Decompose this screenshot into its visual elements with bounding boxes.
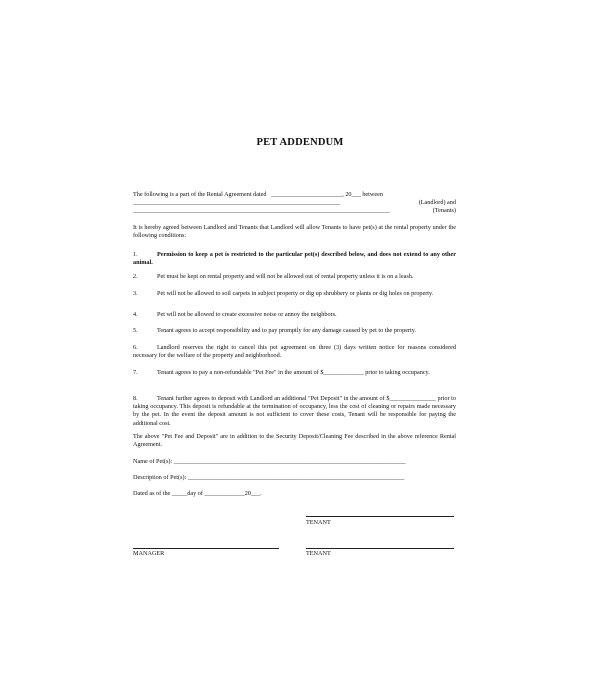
intro-line-3 [133, 207, 456, 215]
intro-text-1: The following is a part of the Rental Agreement dated [133, 191, 267, 198]
clause-1 [133, 251, 456, 267]
tenant-signature-line-1[interactable] [306, 516, 454, 517]
clause-number: 5. [133, 327, 138, 334]
landlord-label: (Landlord) and [418, 199, 456, 206]
intro-year: , 20___ between [342, 191, 383, 198]
clause-text: Pet will not be allowed to soil carpets in subject property or dig up shrubbery or plants or dig holes on property. [157, 290, 434, 297]
clause-text: Landlord reserves the right to cancel this pet agreement on three (3) days written notice for reasons considered necessary for the welfare of the property and neighborhood. [133, 344, 456, 360]
intro-line-1 [133, 191, 456, 199]
clause-number: 1. [133, 251, 138, 258]
page-title: PET ADDENDUM [256, 137, 344, 148]
pet-description-field[interactable]: Description of Pet(s): ______________________________________________________________________ [133, 474, 405, 481]
clause-text: Tenant agrees to pay a non-refundable "Pet Fee" in the amount of $_____________ prior to taking occupancy. [157, 369, 430, 376]
clause-text: Tenant agrees to accept responsibility and to pay promptly for any damage caused by pet to the property. [157, 327, 416, 334]
intro-line-2 [133, 199, 456, 207]
clause-4 [133, 311, 456, 319]
clause-5 [133, 327, 456, 335]
dated-field[interactable]: Dated as of the _____day of _____________20___. [133, 490, 262, 497]
clause-6 [133, 344, 456, 360]
landlord-blank: ___________________________________________________________________ [133, 199, 341, 206]
clause-text: Tenant further agrees to deposit with Landlord an additional "Pet Deposit" in the amount of $_______________ prior to taking occupancy. This deposit is refundable at the termination of occupancy, less the cost of cleaning or repairs made necessary by the pet. In the event the deposit amount is not sufficient to cover these costs, Tenant will be responsible for paying the additional cost. [133, 395, 456, 427]
clause-text: Permission to keep a pet is restricted to the particular pet(s) described below, and does not extend to any other animal. [133, 251, 456, 267]
agreement-date-blank: _______________________ [271, 191, 343, 198]
clause-8 [133, 395, 456, 428]
manager-label: MANAGER [133, 550, 165, 557]
tenant-label-1: TENANT [306, 519, 331, 526]
clause-2 [133, 273, 456, 281]
clause-7 [133, 369, 456, 377]
pet-name-field[interactable]: Name of Pet(s): ___________________________________________________________________________ [133, 458, 406, 465]
tenants-label: (Tenants) [432, 207, 456, 214]
tenant-signature-line-2[interactable] [306, 548, 454, 549]
clause-number: 4. [133, 311, 138, 318]
para-above: The above "Pet Fee and Deposit" are in addition to the Security Deposit/Cleaning Fee described in the above reference Rental Agreement. [133, 433, 456, 449]
clause-text: Pet will not be allowed to create excessive noise or annoy the neighbors. [157, 311, 337, 318]
tenants-blank: ___________________________________________________________________________________ [133, 207, 390, 214]
clause-number: 2. [133, 273, 138, 280]
tenant-label-2: TENANT [306, 550, 331, 557]
clause-3 [133, 290, 456, 298]
clause-text: Pet must be kept on rental property and will not be allowed out of rental property unless it is on a leash. [157, 273, 414, 280]
clause-number: 6. [133, 344, 138, 351]
para-hereby: It is hereby agreed between Landlord and Tenants that Landlord will allow Tenants to have pet(s) at the rental property under the following conditions: [133, 224, 456, 240]
clause-number: 7. [133, 369, 138, 376]
clause-number: 3. [133, 290, 138, 297]
manager-signature-line[interactable] [133, 548, 279, 549]
clause-number: 8. [133, 395, 138, 402]
